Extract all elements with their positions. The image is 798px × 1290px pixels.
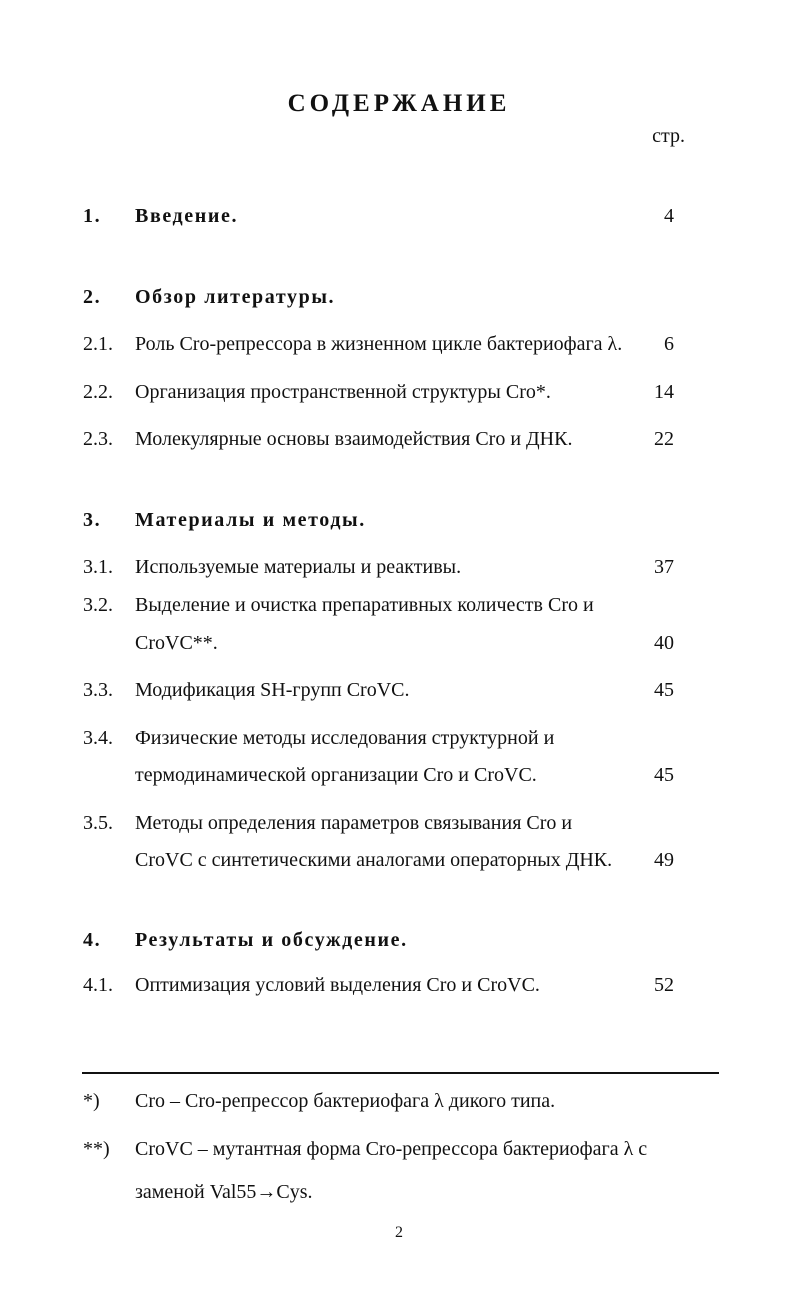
toc-title-continuation: CroVC**.	[135, 632, 218, 654]
toc-title-continuation: CroVC с синтетическими аналогами операторных ДНК.	[135, 849, 613, 871]
toc-title-continuation: термодинамической организации Cro и CroVC.	[135, 764, 537, 786]
footnote-mark: *)	[83, 1090, 100, 1112]
toc-number: 3.5.	[83, 812, 113, 834]
footnote-text-continuation: заменой Val55→Cys.	[135, 1181, 313, 1203]
toc-page: 45	[654, 764, 674, 786]
toc-title: Молекулярные основы взаимодействия Cro и ДНК.	[135, 428, 573, 450]
toc-page: 49	[654, 849, 674, 871]
footnote-text: Cro – Cro-репрессор бактериофага λ дикого типа.	[135, 1090, 556, 1112]
toc-title: Обзор литературы.	[135, 286, 336, 308]
toc-number: 2.	[83, 286, 102, 308]
toc-number: 2.3.	[83, 428, 113, 450]
page-title: СОДЕРЖАНИЕ	[287, 90, 511, 117]
toc-number: 3.2.	[83, 594, 113, 616]
toc-page: 22	[654, 428, 674, 450]
toc-page: 4	[664, 205, 674, 227]
toc-number: 2.1.	[83, 333, 113, 355]
toc-page: 45	[654, 679, 674, 701]
toc-number: 4.	[83, 929, 102, 951]
toc-page: 37	[654, 556, 674, 578]
page-number: 2	[395, 1224, 403, 1241]
toc-title: Введение.	[135, 205, 239, 227]
footnote-mark: **)	[83, 1138, 110, 1160]
toc-number: 3.4.	[83, 727, 113, 749]
footnote-divider	[82, 1072, 719, 1074]
page-column-label: стр.	[652, 125, 685, 147]
toc-page: 40	[654, 632, 674, 654]
toc-number: 3.	[83, 509, 102, 531]
toc-title: Организация пространственной структуры Cro*.	[135, 381, 551, 403]
toc-title: Модификация SH-групп CroVC.	[135, 679, 410, 701]
toc-page: 14	[654, 381, 674, 403]
toc-title: Роль Cro-репрессора в жизненном цикле бактериофага λ.	[135, 333, 623, 355]
toc-number: 3.3.	[83, 679, 113, 701]
toc-title: Результаты и обсуждение.	[135, 929, 408, 951]
toc-title: Выделение и очистка препаративных количеств Cro и	[135, 594, 594, 616]
toc-title: Используемые материалы и реактивы.	[135, 556, 462, 578]
footnote-text: CroVC – мутантная форма Cro-репрессора бактериофага λ с	[135, 1138, 648, 1160]
toc-page: 52	[654, 974, 674, 996]
toc-title: Физические методы исследования структурной и	[135, 727, 555, 749]
toc-title: Оптимизация условий выделения Cro и CroVC.	[135, 974, 540, 996]
toc-number: 2.2.	[83, 381, 113, 403]
toc-number: 3.1.	[83, 556, 113, 578]
toc-number: 4.1.	[83, 974, 113, 996]
toc-page: 6	[664, 333, 674, 355]
toc-number: 1.	[83, 205, 102, 227]
toc-title: Методы определения параметров связывания Cro и	[135, 812, 573, 834]
toc-title: Материалы и методы.	[135, 509, 366, 531]
